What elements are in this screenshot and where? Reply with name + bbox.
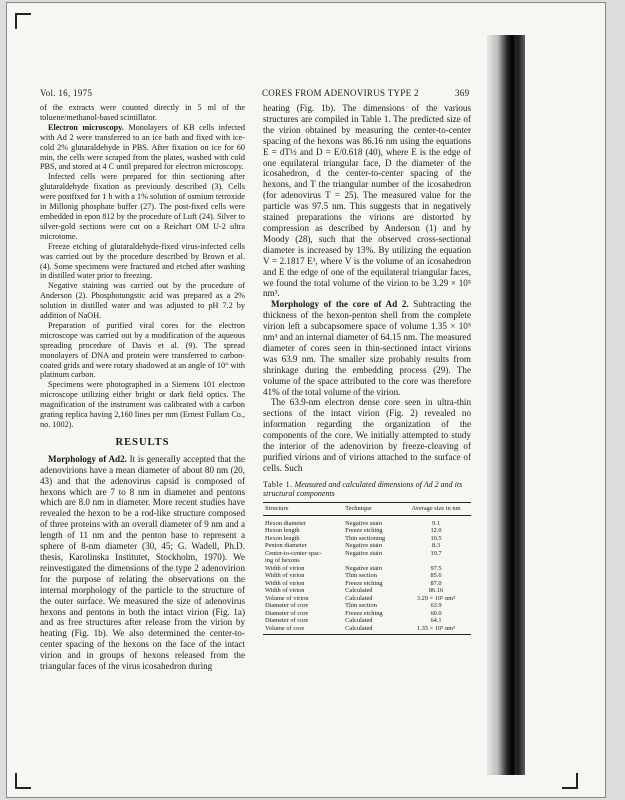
paragraph	[263, 299, 471, 397]
paragraph-text: Subtracting the thickness of the hexon-penton shell from the complete virion left a subcapsomere space of volume 1.35 × 10⁵ nm³ and an internal diameter of 64.15 nm. The measured diameter of cores seen in thin-sectioned intact virions was 63.9 nm. The smaller size probably results from shrinkage during the embedding process (29). The volume of the space attributed to the core was therefore 41% of the total volume of the virion.	[263, 299, 471, 397]
table-row	[263, 535, 471, 543]
cell-technique: Thin section	[345, 572, 377, 579]
table-row	[263, 587, 471, 595]
table-row	[263, 565, 471, 573]
cell-size: 10.7	[430, 549, 442, 557]
cell-technique: Freeze etching	[345, 579, 383, 587]
paragraph: heating (Fig. 1b). The dimensions of the various structures are compiled in Table 1. The predicted size of the virion obtained by measuring the center-to-center spacing of the hexons was 86.16 nm using the equations E = dT½ and D = E/0.618 (40), where E is the edge of one equilateral triangular face, D the diameter of the icosahedron, d the center-to-center spacing of the hexons, and T the triangular number of the icosahedron (for adenovirus T = 25). The measured value for the particle was 97.5 nm. This suggests that in negatively stained preparations the virions are distorted by compression as described by Anderson (1) and by Moody (28), such that the observed cross-sectional diameter is increased by 13%. By utilizing the equation V = 2.1817 E³, where V is the volume of an icosahedron and E the edge of one of the equilateral triangular faces, we found the total volume of the virion to be 3.29 × 10⁵ nm³.	[263, 103, 471, 299]
column-header-size: Average size in nm	[401, 503, 471, 516]
right-column	[263, 103, 471, 635]
cell-size: 63.9	[430, 602, 442, 609]
results-heading: RESULTS	[115, 436, 170, 448]
table-row	[263, 527, 471, 535]
paragraph: Freeze etching of glutaraldehyde-fixed virus-infected cells was carried out by the procedure described by Brown et al. (4). Some specimens were fractured and etched after washing in distilled water prior to freezing.	[40, 241, 245, 281]
cell-size: 12.0	[430, 527, 442, 534]
table-row	[263, 542, 471, 550]
cell-size: 86.16	[428, 587, 444, 594]
cell-technique	[343, 557, 401, 565]
cell-structure: Penton diameter	[265, 542, 307, 549]
table-row	[263, 595, 471, 603]
cell-size: 85.6	[430, 572, 442, 579]
cell-structure: Volume of core	[263, 625, 343, 635]
table-row	[263, 610, 471, 618]
section-heading: Morphology of the core of Ad 2.	[271, 299, 409, 310]
table-row	[263, 572, 471, 580]
crop-mark-bottom-left	[15, 773, 31, 789]
section-heading: Morphology of Ad2.	[48, 453, 127, 464]
paragraph	[40, 454, 245, 672]
cell-technique: Negative stain	[345, 549, 382, 557]
section-heading: Electron microscopy.	[48, 122, 124, 132]
paragraph-text: Monolayers of KB cells infected with Ad 2 were transferred to an ice bath and fixed with ice-cold 2% glutaraldehyde in PBS. After fixation on ice for 60 min, the cells were scraped from the plates, washed with cold PBS, and stored at 4 C until prepared for electron microscopy.	[40, 122, 245, 172]
cell-size: 1.35 × 10⁵ nm³	[401, 625, 471, 635]
binding-edge	[517, 35, 525, 775]
cell-size: 60.0	[430, 609, 442, 617]
cell-size: 10.5	[430, 534, 442, 542]
cell-size: 97.5	[430, 564, 442, 572]
crop-mark-bottom-right	[562, 773, 578, 789]
cell-size: 9.1	[432, 519, 441, 527]
table-row	[263, 625, 471, 635]
cell-structure: Width of virion	[265, 579, 305, 587]
cell-technique: Calculated	[343, 625, 401, 635]
table-row	[263, 557, 471, 565]
paragraph: Specimens were photographed in a Siemens 101 electron microscope utilizing either bright or dark field optics. The magnification of the instrument was calibrated with a carbon grating replica having 2,160 lines per mm (Ernest Fullam Co., no. 1002).	[40, 380, 245, 429]
column-header-structure: Structure	[263, 503, 343, 516]
left-column	[40, 103, 245, 672]
cell-technique: Freeze etching	[345, 527, 383, 534]
cell-structure: Diameter of core	[265, 602, 309, 609]
cell-structure: ing of hexons	[265, 557, 300, 564]
table-caption	[263, 480, 471, 499]
cell-size: 87.0	[430, 579, 442, 587]
paragraph	[40, 123, 245, 173]
table-row	[263, 515, 471, 527]
paragraph-text: It is generally accepted that the adenovirions have a mean diameter of about 80 nm (20, 43) and that the adenovirus capsid is composed of hexons which are 7 to 8 nm in diameter and pentons which are 8.0 nm in diameter. More recent studies have revealed the hexon to be a rod-like structure composed of three proteins with an overall diameter of 9 nm and a length of 11 nm and the penton base to represent a sphere of 8-nm diameter (30, 45; G. Wadell, Ph.D. thesis, Karolinska Institutet, Stockholm, 1970). We reinvestigated the dimensions of the type 2 adenovirion for the purpose of relating the observations on the internal morphology of the particle to the structure of the outer surface. We measured the size of adenovirus hexons and pentons in both the intact virion (Fig. 1a) and as free structures after release from the virion by heating (Fig. 1b). We also determined the center-to-center spacing of the hexons on the face of the intact virion and in groups of hexons released from the triangular faces of the virus icosahedron during	[40, 453, 246, 672]
cell-structure: Diameter of core	[265, 609, 309, 617]
running-title: CORES FROM ADENOVIRUS TYPE 2	[262, 88, 419, 98]
cell-technique: Thin sectioning	[345, 534, 386, 542]
table-row	[263, 580, 471, 588]
journal-page	[6, 2, 606, 798]
cell-technique: Calculated	[345, 617, 373, 624]
table-header-row	[263, 503, 471, 516]
cell-technique: Freeze etching	[345, 609, 383, 617]
cell-technique: Negative stain	[345, 519, 382, 527]
table-body	[263, 515, 471, 635]
crop-mark-top-left	[15, 13, 31, 29]
cell-structure: Volume of virion	[265, 594, 309, 602]
cell-technique: Negative stain	[345, 542, 382, 549]
table-row	[263, 617, 471, 625]
paragraph: The 63.9-nm electron dense core seen in ultra-thin sections of the intact virion (Fig. 2) revealed no information regarding the organization of the components of the core. We initially attempted to study the interior of the adenovirion by freeze-cleaving of purified virions and of virions attached to the surface of cells. Such	[263, 397, 471, 473]
page-number: 369	[455, 88, 470, 98]
table-caption-text: Measured and calculated dimensions of Ad 2 and its structural components	[263, 479, 463, 499]
paragraph: Infected cells were prepared for thin sectioning after glutaraldehyde fixation as previously described (3). Cells were postfixed for 1 h with a 1% solution of osmium tetroxide in Millonig phosphate buffer (27). The post-fixed cells were embedded in epon 812 by the procedure of Luft (24). Silver to silver-gold sections were cut on a Reichart OM U-2 ultra microtome.	[40, 172, 245, 241]
cell-technique: Thin section	[345, 602, 377, 609]
cell-size: 3.29 × 10⁵ nm³	[416, 594, 456, 602]
cell-structure: Width of virion	[265, 587, 305, 594]
cell-structure: Width of virion	[265, 572, 305, 579]
cell-structure: Hexon length	[265, 527, 300, 534]
paragraph: Negative staining was carried out by the procedure of Anderson (2). Phosphotungstic acid was prepared as a 2% solution in distilled water and was adjusted to pH 7.2 by addition of NaOH.	[40, 281, 245, 321]
paragraph: of the extracts were counted directly in 5 ml of the toluene/methanol-based scintillator.	[40, 103, 245, 122]
cell-size: 8.3	[432, 542, 441, 549]
cell-size	[401, 557, 471, 565]
table-row	[263, 550, 471, 558]
table-row	[263, 602, 471, 610]
cell-size: 64.1	[430, 617, 442, 624]
cell-technique: Negative stain	[345, 564, 382, 572]
cell-structure: Width of virion	[265, 564, 305, 572]
table-label: Table 1.	[263, 479, 293, 489]
cell-structure: Hexon length	[265, 534, 300, 542]
dimensions-table	[263, 502, 471, 635]
cell-structure: Center-to-center spac-	[265, 549, 322, 557]
column-header-technique: Technique	[343, 503, 401, 516]
paragraph: Preparation of purified viral cores for the electron microscope was carried out by a modification of the aqueous spreading procedure of Davis et al. (9). The spread monolayers of DNA and protein were transferred to carbon-coated grids and were rotary shadowed at an angle of 10° with platinum carbon.	[40, 320, 245, 380]
cell-technique: Calculated	[345, 587, 373, 594]
volume-label: Vol. 16, 1975	[40, 88, 93, 98]
cell-structure: Hexon diameter	[265, 519, 306, 527]
cell-technique: Calculated	[345, 594, 373, 602]
cell-structure: Diameter of core	[265, 617, 309, 624]
